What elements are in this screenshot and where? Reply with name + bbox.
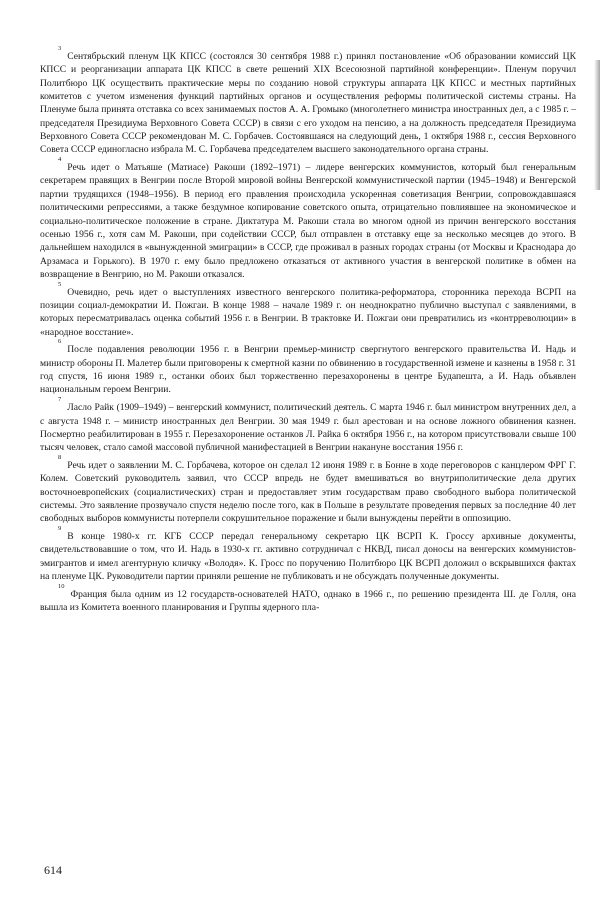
footnote-number: 8 — [58, 453, 62, 461]
footnote-number: 6 — [58, 338, 62, 346]
footnote-number: 5 — [58, 280, 62, 288]
footnote-text: Ласло Райк (1909–1949) – венгерский коммунист, политический деятель. С марта 1946 г. был министром внутренних дел, а с августа 1948 г. – министр иностранных дел Венгрии. 30 мая 1949 г. был арестован и на основе ложного обвинения казнен. Посмертно реабилитирован в 1955 г. Перезахоронение останков Л. Райка 6 октября 1956 г., на котором присутствовали свыше 100 тысяч человек, стало самой массовой публичной манифестацией в Венгрии накануне восстания 1956 г. — [40, 402, 576, 454]
footnote-number: 9 — [58, 525, 62, 533]
footnote-number: 3 — [58, 45, 62, 52]
footnote-6 — [40, 338, 577, 396]
footnote-number: 7 — [58, 396, 62, 404]
footnote-9 — [40, 525, 576, 583]
footnote-8 — [40, 453, 576, 526]
footnote-text: Речь идет о заявлении М. С. Горбачева, которое он сделал 12 июня 1989 г. в Бонне в ходе переговоров с канцлером ФРГ Г. Колем. Советский руководитель заявил, что СССР впредь не будет вмешиваться во внутриполитические дела других восточноевропейских (социалистических) стран и предоставляет этим государствам право свободного выбора политической системы. Это заявление прозвучало спустя неделю после того, как в Польше в результате проведения первых за последние 40 лет свободных выборов коммунисты потерпели сокрушительное поражение и были вынуждены перейти в оппозицию. — [40, 459, 576, 525]
footnote-4 — [40, 156, 576, 281]
footnote-text: Речь идет о Матьяше (Матиасе) Ракоши (1892–1971) – лидере венгерских коммунистов, который был генеральным секретарем правящих в Венгрии после Второй мировой войны Венгерской коммунистической партии (1945–1948) и Венгерской партии трудящихся (1948–1956). В период его правления происходила ускоренная советизация Венгрии, сопровождавшаяся политическими репрессиями, а также бездумное копирование советского опыта, отрицательно повлиявшее на экономическое и социально-политическое положение в стране. Диктатура М. Ракоши стала во многом одной из причин венгерского восстания осенью 1956 г., хотя сам М. Ракоши, при содействии СССР, был отправлен в отставку еще за несколько месяцев до этого. В дальнейшем находился в «вынужденной эмиграции» в СССР, где проживал в разных городах страны (от Москвы и Краснодара до Арзамаса и Горького). В 1970 г. ему было предложено отказаться от активного участия в венгерской политике в обмен на возвращение в Венгрию, но М. Ракоши отказался. — [40, 162, 576, 280]
footnote-text: Очевидно, речь идет о выступлениях известного венгерского политика-реформатора, сторонника перехода ВСРП на позиции социал-демократии И. Пожгаи. В конце 1988 – начале 1989 г. он неоднократно публично выступал с заявлениями, в которых пересматривалась оценка событий 1956 г. в Венгрии. В трактовке И. Пожгаи они превратились из «контрреволюции» в «народное восстание». — [40, 286, 576, 338]
footnote-7 — [40, 396, 576, 454]
footnote-3 — [40, 45, 576, 157]
footnote-text: В конце 1980-х гг. КГБ СССР передал генеральному секретарю ЦК ВСРП К. Гроссу архивные документы, свидетельствовавшие о том, что И. Надь в 1930-х гг. активно сотрудничал с НКВД, писал доносы на венгерских коммунистов-эмигрантов и имел агентурную кличку «Володя». К. Гросс по поручению Политбюро ЦК ВСРП доложил о вскрывшихся фактах на пленуме ЦК. Руководители партии приняли решение не публиковать и не обсуждать полученные документы. — [40, 531, 576, 583]
page-number: 614 — [44, 863, 62, 877]
footnote-10 — [40, 582, 576, 615]
footnotes-block — [40, 45, 577, 619]
footnote-text: Сентябрьский пленум ЦК КПСС (состоялся 30 сентября 1988 г.) принял постановление «Об образовании комиссий ЦК КПСС и реорганизации аппарата ЦК КПСС в свете решений XIX Всесоюзной партийной конференции». Пленум поручил Политбюро ЦК осуществить практические меры по созданию новой структуры аппарата ЦК КПСС и местных партийных комитетов с учетом изменения функций партийных органов и осуществления реформы политической системы страны. На Пленуме была принята отставка со всех занимаемых постов А. А. Громыко (многолетнего министра иностранных дел, а с 1985 г. – председателя Президиума Верховного Совета СССР) в связи с его уходом на пенсию, а на должность председателя Президиума Верховного Совета СССР рекомендован М. С. Горбачев. Состоявшаяся на следующий день, 1 октября 1988 г., сессия Верховного Совета СССР единогласно избрала М. С. Горбачева председателем высшего законодательного органа страны. — [40, 51, 576, 156]
footnote-5 — [40, 280, 576, 339]
footnote-number: 10 — [58, 582, 65, 590]
footnote-text: После подавления революции 1956 г. в Венгрии премьер-министр свергнутого венгерского правительства И. Надь и министр обороны П. Малетер были приговорены к смертной казни по обвинению в государственной измене и казнены в 1958 г. 31 год спустя, 16 июня 1989 г., останки обоих был торжественно перезахоронены в центре Будапешта, а И. Надь объявлен национальным героем Венгрии. — [40, 344, 577, 396]
page-edge-shadow — [594, 60, 600, 190]
footnote-number: 4 — [58, 156, 62, 164]
footnote-text: Франция была одним из 12 государств-основателей НАТО, однако в 1966 г., по решению президента Ш. де Голля, она вышла из Комитета военного планирования и Группы ядерного пла- — [40, 588, 576, 614]
